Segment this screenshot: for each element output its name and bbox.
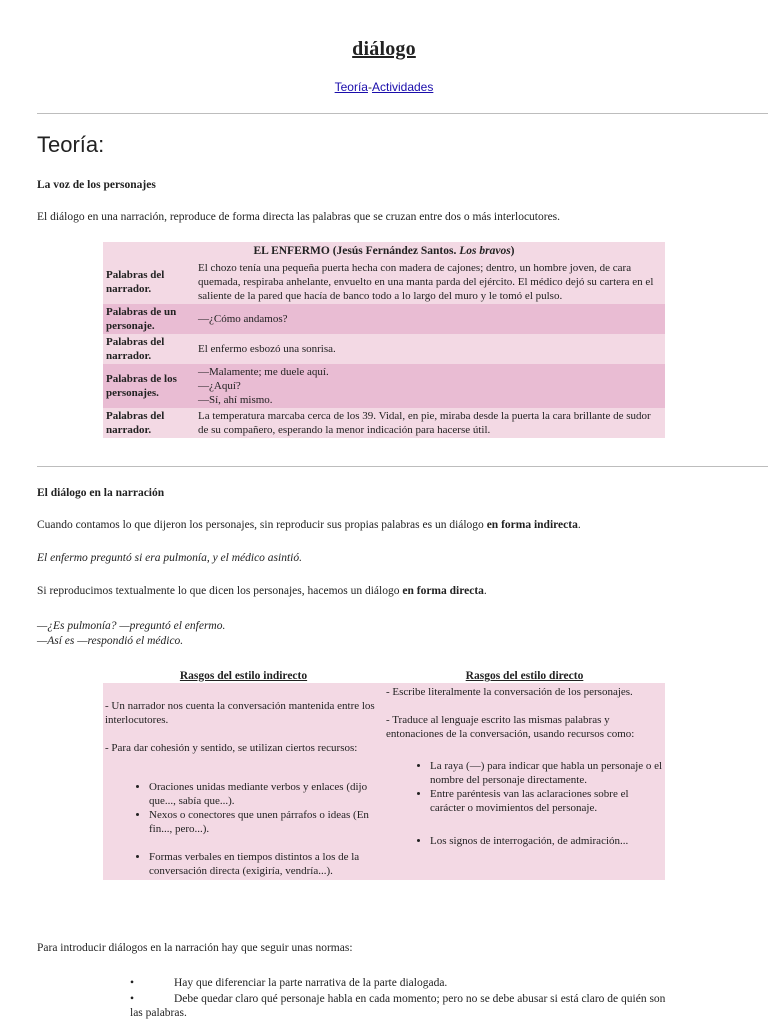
table-row — [103, 408, 665, 438]
row-text: —¿Cómo andamos? — [198, 313, 288, 325]
list-item-continuation: las palabras. — [130, 1007, 187, 1019]
paragraph: - Para dar cohesión y sentido, se utilizan ciertos recursos: — [105, 742, 358, 754]
row-label: Palabras de un personaje. — [106, 306, 177, 332]
paragraph-forma-indirecta: Cuando contamos lo que dijeron los personajes, sin reproducir sus propias palabras es un diálogo en forma indirecta. — [37, 519, 581, 531]
paragraph: - Un narrador nos cuenta la conversación mantenida entre los interlocutores. — [105, 700, 375, 726]
list-item: • Hay que diferenciar la parte narrativa de la parte dialogada. — [130, 977, 448, 989]
list-item: • Entre paréntesis van las aclaraciones sobre el carácter o movimientos del personaje. — [430, 787, 663, 815]
paragraph-forma-directa: Si reproducimos textualmente lo que dicen los personajes, hacemos un diálogo en forma directa. — [37, 585, 487, 597]
divider — [37, 466, 768, 467]
nav-link-teoria[interactable]: Teoría — [334, 80, 368, 94]
list — [105, 780, 382, 878]
dialogue-line: —Malamente; me duele aquí. — [198, 366, 329, 378]
example-directo-line: —Así es —respondió el médico. — [37, 635, 184, 647]
dialogue-line: —¿Aquí? — [198, 380, 241, 392]
table-row — [103, 364, 665, 408]
enfermo-table-title: EL ENFERMO (Jesús Fernández Santos. Los bravos) — [103, 242, 665, 260]
column-header-indirecto: Rasgos del estilo indirecto — [103, 667, 384, 683]
list-item: • Oraciones unidas mediante verbos y enlaces (dijo que..., sabía que...). — [149, 780, 382, 808]
intro-paragraph: El diálogo en una narración, reproduce de forma directa las palabras que se cruzan entre dos o más interlocutores. — [37, 211, 561, 223]
top-nav — [0, 80, 768, 94]
list — [386, 759, 663, 848]
subheading-dialogo-narracion: El diálogo en la narración — [37, 487, 165, 499]
row-text: El enfermo esbozó una sonrisa. — [198, 343, 336, 355]
row-label: Palabras del narrador. — [106, 336, 165, 362]
nav-link-actividades[interactable]: Actividades — [371, 80, 434, 94]
subheading-voz-personajes: La voz de los personajes — [37, 179, 156, 191]
row-text — [195, 364, 665, 408]
row-label: Palabras de los personajes. — [106, 373, 177, 399]
row-text: El chozo tenía una pequeña puerta hecha con madera de cajones; dentro, un hombre joven, de cara quemada, respiraba anhelante, envuelto en una manta parda del ejército. El médico dejó su cartera en el saliente de la pared que hacía de banco todo a lo largo del muro y le tomó el pulso. — [198, 262, 654, 302]
rasgos-table — [103, 667, 665, 880]
paragraph-normas: Para introducir diálogos en la narración hay que seguir unas normas: — [37, 942, 353, 954]
column-header-directo: Rasgos del estilo directo — [384, 667, 665, 683]
table-row — [103, 334, 665, 364]
row-label: Palabras del narrador. — [106, 269, 165, 295]
example-directo-line: —¿Es pulmonía? —preguntó el enfermo. — [37, 620, 226, 632]
list-item: • Nexos o conectores que unen párrafos o ideas (En fin..., pero...). — [149, 808, 382, 836]
row-text: La temperatura marcaba cerca de los 39. Vidal, en pie, miraba desde la puerta la cara brillante de sudor de su compañero, esperando la menor indicación para hacerse útil. — [198, 410, 651, 436]
dialogue-line: —Sí, ahí mismo. — [198, 394, 273, 406]
list-item: • La raya (—) para indicar que habla un personaje o el nombre del personaje directamente. — [430, 759, 663, 787]
row-label: Palabras del narrador. — [106, 410, 165, 436]
cell-estilo-directo — [384, 683, 665, 880]
paragraph: - Escribe literalmente la conversación de los personajes. — [386, 686, 633, 698]
nav-separator: - — [367, 80, 372, 94]
list-item: • Debe quedar claro qué personaje habla en cada momento; pero no se debe abusar si está claro de quién son — [130, 993, 666, 1005]
list-item: • Formas verbales en tiempos distintos a los de la conversación directa (exigiría, vendría...). — [149, 850, 382, 878]
bullet: • — [130, 993, 135, 1005]
table-row — [103, 304, 665, 334]
example-indirecto: El enfermo preguntó si era pulmonía, y el médico asintió. — [37, 552, 302, 564]
enfermo-table — [103, 242, 665, 438]
list-item: • Los signos de interrogación, de admiración... — [430, 834, 663, 848]
paragraph: - Traduce al lenguaje escrito las mismas palabras y entonaciones de la conversación, usando recursos como: — [386, 714, 635, 740]
page-title: diálogo — [352, 38, 416, 60]
divider — [37, 113, 768, 114]
section-heading-teoria: Teoría: — [37, 132, 105, 157]
cell-estilo-indirecto — [103, 683, 384, 880]
table-row — [103, 260, 665, 304]
bullet: • — [130, 977, 135, 989]
